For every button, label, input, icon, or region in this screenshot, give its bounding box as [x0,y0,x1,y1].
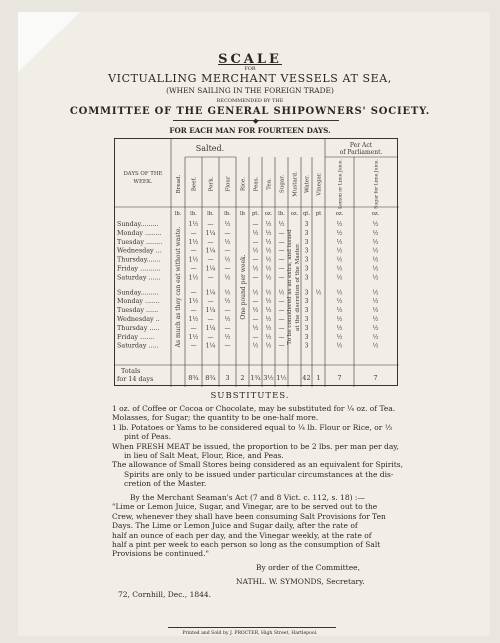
table-cell: — [224,229,231,237]
day-label: Sunday......... [117,220,159,228]
text-line: Spirits are only to be issued under particular circumstances at the dis- [124,469,394,479]
unit-label: oz. [335,211,344,217]
text-line: The allowance of Small Stores being considered as an equivalent for Spirits, [112,460,404,470]
table-cell: ½ [224,289,231,297]
table-cell: 1½ [188,238,199,246]
unit-label: lb [240,211,245,217]
committee-name: COMMITTEE OF THE GENERAL SHIPOWNERS' SOCIETY. [69,106,431,117]
table-cell: ½ [224,333,231,341]
per-act-header: of Parliament. [339,149,383,156]
table-cell: — [207,238,214,246]
table-cell: ½ [336,307,343,315]
table-cell: ½ [265,274,272,282]
totals-label: for 14 days [117,375,154,383]
table-cell: ½ [265,229,272,237]
column-header: Peas. [253,176,260,192]
table-cell: ½ [336,274,343,282]
column-header: Beef. [191,176,198,192]
table-cell: — [207,333,214,341]
table-cell: — [190,324,197,332]
total-cell: 2 [240,374,245,382]
table-cell: — [207,274,214,282]
unit-label: lb. [278,211,285,217]
table-cell: ½ [265,221,272,228]
total-cell: 1½ [276,374,287,382]
table-cell: ½ [336,289,343,297]
table-cell: — [207,256,214,264]
table-cell: ½ [372,298,379,306]
unit-label: oz. [290,211,299,217]
total-cell: 7 [373,374,378,382]
table-cell: ½ [372,247,379,255]
printer-imprint: Printed and Sold by J. PROCTER, High Street, Hartlepool. [182,631,318,636]
table-cell: — [278,247,285,255]
total-cell: 8¾ [188,374,199,382]
table-cell: — [278,256,285,264]
column-header: Water. [304,175,311,193]
table-cell: 1½ [188,316,199,323]
table-cell: 1½ [188,298,199,306]
rule-ornament: ◆ [253,117,259,125]
table-cell: 1½ [188,221,199,228]
table-cell: — [224,324,231,332]
table-cell: ½ [372,265,379,273]
table-cell: ½ [265,316,272,323]
table-cell: 3 [304,247,309,255]
unit-label: lb. [174,211,182,217]
table-cell: ½ [252,289,259,297]
unit-label: pt [315,211,322,217]
total-cell: 3½ [263,374,274,382]
document-subtitle: (WHEN SAILING IN THE FOREIGN TRADE) [166,86,334,95]
table-cell: ½ [372,274,379,282]
allowance-caption: FOR EACH MAN FOR FOURTEEN DAYS. [169,126,331,135]
table-cell: ½ [278,289,285,297]
table-cell: 1¼ [205,229,216,237]
table-cell: — [190,289,197,297]
day-label: Monday ....... [117,297,160,306]
table-cell: ½ [336,229,343,237]
text-line: Crew, whenever they shall have been consuming Salt Provisions for Ten [112,511,386,521]
text-line: 1 lb. Potatoes or Yams to be considered equal to ¼ lb. Flour or Rice, or ⅓ [112,422,392,432]
unit-label: pt. [251,211,260,217]
unit-label: lb. [207,211,214,217]
table-cell: ½ [252,307,259,315]
rice-note: One pound per week. [240,254,247,320]
table-cell: 3 [304,342,309,350]
substitutes-title: SUBSTITUTES. [210,391,290,401]
total-cell: 3 [225,374,230,382]
unit-label: lb. [224,211,231,217]
table-cell: — [278,307,285,315]
unit-label: oz. [371,211,380,217]
total-cell: 42 [302,374,311,382]
table-cell: ½ [224,316,231,323]
table-cell: ½ [372,333,379,341]
bread-note: As much as they can eat without waste. [175,226,182,348]
text-line: Days. The Lime or Lemon Juice and Sugar daily, after the rate of [112,521,358,531]
table-cell: 3 [304,333,309,341]
footer-rule [168,627,336,628]
day-label: Monday ........ [117,228,162,237]
table-cell: ½ [224,221,231,228]
table-cell: ½ [336,247,343,255]
column-header: Sugar for Lime Juice. [374,159,380,209]
total-cell: 1 [316,374,321,382]
table-cell: — [190,307,197,315]
day-label: Friday ....... [117,332,155,341]
column-header: Tea. [266,178,273,190]
text-line: half an ounce of each per day, and the Vinegar weekly, at the rate of [112,530,372,540]
column-header: Sugar. [279,174,286,194]
table-cell: 3 [304,316,309,323]
column-header: Pork. [208,176,215,192]
table-cell: — [207,316,214,323]
table-cell: — [224,307,231,315]
table-cell: 1¼ [205,247,216,255]
table-cell: ½ [252,265,259,273]
day-label: Wednesday .. [117,315,160,323]
table-cell: 3 [304,221,309,228]
table-cell: ½ [265,307,272,315]
table-cell: — [278,274,285,282]
unit-label: oz. [264,211,273,217]
table-cell: — [278,316,285,323]
mustard-note: at the discretion of the Master. [295,243,301,331]
total-cell: 7 [337,374,342,382]
table-cell: ½ [336,342,343,350]
table-cell: 1¼ [205,307,216,315]
table-cell: 1½ [188,333,199,341]
table-cell: — [278,265,285,273]
text-line: NATHL. W. SYMONDS, Secretary. [236,577,365,586]
day-label: Thursday ..... [117,323,160,332]
table-cell: ½ [336,256,343,264]
table-cell: — [252,274,259,282]
table-cell: — [278,238,285,246]
table-cell: ½ [265,333,272,341]
table-cell: 3 [304,256,309,264]
table-cell: 1¼ [205,342,216,350]
document-title-scale: SCALE [218,52,282,67]
days-header: DAYS OF THE [123,171,163,177]
table-cell: 1¼ [205,289,216,297]
table-cell: ½ [336,324,343,332]
table-cell: ½ [265,256,272,264]
table-cell: ½ [336,221,343,228]
text-line: 72, Cornhill, Dec., 1844. [118,590,212,599]
days-header: WEEK. [133,179,153,185]
document-title: VICTUALLING MERCHANT VESSELS AT SEA, [108,72,392,85]
table-cell: ½ [252,247,259,255]
total-cell: 8¾ [205,374,216,382]
table-cell: ½ [372,342,379,350]
table-cell: — [278,298,285,306]
table-cell: ½ [265,238,272,246]
table-cell: ½ [252,324,259,332]
table-cell: — [224,342,231,350]
table-cell: ½ [252,342,259,350]
table-cell: ½ [372,238,379,246]
table-cell: — [252,256,259,264]
day-label: Thursday....... [117,255,161,264]
day-label: Tuesday ...... [117,306,159,315]
table-cell: ½ [372,324,379,332]
table-cell: — [190,265,197,273]
unit-label: lb. [190,211,197,217]
column-header: Vinegar. [316,172,323,196]
table-cell: ½ [372,316,379,323]
text-line: Molasses, for Sugar; the quantity to be one-half more. [112,413,319,423]
victualling-table-grid [115,139,399,387]
text-line: pint of Peas. [124,432,171,442]
column-header: Lemon or Lime Juice. [338,159,344,209]
table-cell: — [224,265,231,273]
unit-label: qt. [302,211,311,217]
table-cell: 1¼ [205,324,216,332]
header-for: FOR [244,66,256,72]
table-cell: ½ [265,265,272,273]
table-cell: 3 [304,274,309,282]
table-cell: ½ [315,289,322,297]
table-cell: 1¼ [205,265,216,273]
day-label: Saturday ..... [117,341,159,350]
day-label: Wednesday ... [117,246,162,255]
table-cell: ½ [265,289,272,297]
table-cell: 3 [304,324,309,332]
day-label: Saturday ...... [117,273,161,282]
table-cell: ½ [224,256,231,264]
text-line: half a pint per week to each person so long as the consumption of Salt [112,540,381,549]
text-line: Provisions be continued." [112,549,209,559]
mustard-note: To be considered as an extra, and issued [287,229,293,345]
table-cell: — [207,298,214,306]
table-cell: ½ [372,289,379,297]
table-cell: ½ [336,316,343,323]
column-header: Flour [225,176,232,192]
table-cell: — [190,247,197,255]
table-cell: 3 [304,238,309,246]
table-cell: ½ [252,229,259,237]
table-cell: ½ [278,221,285,228]
column-header: Mustard. [292,171,299,197]
text-line: By the Merchant Seaman's Act (7 and 8 Vict. c. 112, s. 18) :— [130,493,365,502]
table-cell: — [190,342,197,350]
table-cell: ½ [265,298,272,306]
day-label: Sunday......... [117,288,159,297]
day-label: Tuesday ........ [117,237,163,246]
table-cell: ½ [224,298,231,306]
totals-label: Totals [121,367,141,375]
table-cell: 1½ [188,274,199,282]
table-cell: — [252,221,259,228]
column-header: Rice. [240,176,247,192]
day-label: Friday .......... [117,264,161,273]
text-line: When FRESH MEAT be issued, the proportion to be 2 lbs. per man per day, [112,441,399,451]
table-cell: — [278,229,285,237]
table-cell: ½ [265,324,272,332]
table-cell: 3 [304,289,309,297]
text-line: "Lime or Lemon Juice, Sugar, and Vinegar, are to be served out to the [112,502,378,512]
table-cell: ½ [336,265,343,273]
table-cell: — [278,342,285,350]
table-cell: — [252,298,259,306]
text-line: 1 oz. of Coffee or Cocoa or Chocolate, may be substituted for ¼ oz. of Tea. [112,404,396,413]
table-cell: ½ [372,256,379,264]
table-cell: — [190,229,197,237]
table-cell: — [252,238,259,246]
table-cell: ½ [224,274,231,282]
table-cell: ½ [372,307,379,315]
table-cell: ½ [265,247,272,255]
table-cell: ½ [265,342,272,350]
table-cell: ½ [336,238,343,246]
table-cell: 3 [304,265,309,273]
table-cell: ½ [372,221,379,228]
table-cell: 1½ [188,256,199,264]
table-cell: — [252,333,259,341]
table-cell: — [252,316,259,323]
text-line: in lieu of Salt Meat, Flour, Rice, and Peas. [124,451,284,460]
table-cell: — [224,247,231,255]
table-cell: ½ [336,333,343,341]
victualling-table [114,138,398,386]
header-recommended: RECOMMENDED BY THE [216,98,284,104]
total-cell: 1¾ [250,374,261,382]
per-act-header: Per Act [349,142,373,149]
column-header: Bread. [176,174,182,194]
text-line: By order of the Committee, [256,563,360,572]
table-cell: ½ [336,298,343,306]
table-cell: ½ [224,238,231,246]
table-cell: — [278,324,285,332]
table-cell: — [207,221,214,228]
text-line: cretion of the Master. [124,479,207,489]
table-cell: 3 [304,298,309,306]
salted-header: Salted. [195,144,225,153]
table-cell: 3 [304,229,309,237]
table-cell: 3 [304,307,309,315]
table-cell: ½ [372,229,379,237]
table-cell: — [278,333,285,341]
